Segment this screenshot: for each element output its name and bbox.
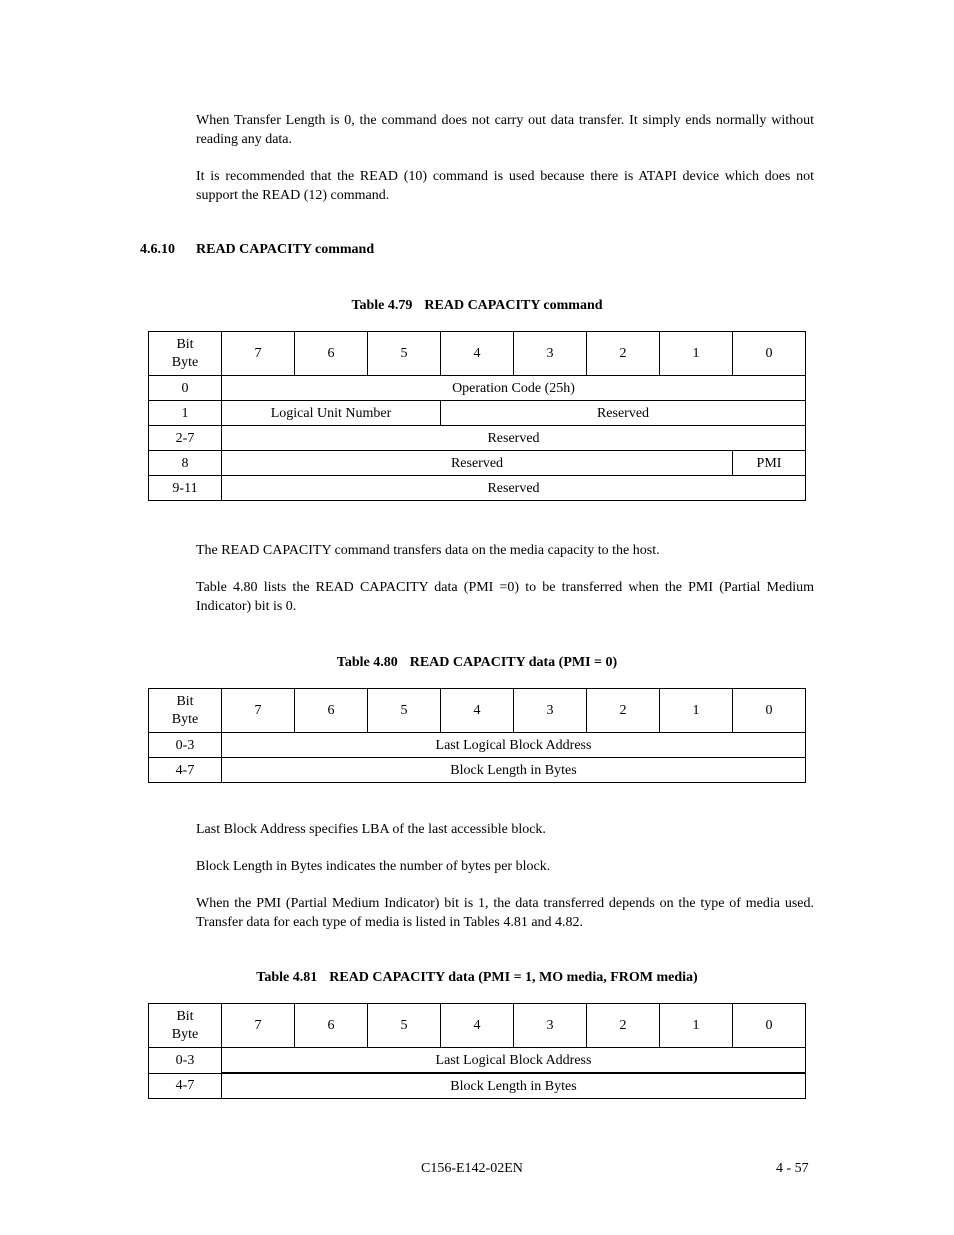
table-header-row: [149, 332, 806, 376]
section-heading: [140, 241, 374, 259]
bit-byte-cell: Bit Byte: [149, 1004, 222, 1048]
field-cell: PMI: [733, 451, 806, 476]
bit-4-header: 4: [441, 332, 514, 376]
section-number: 4.6.10: [140, 242, 175, 257]
byte-cell: 4-7: [149, 758, 222, 783]
bit-6-header: 6: [295, 1004, 368, 1048]
paragraph-read10-recommendation: It is recommended that the READ (10) command is used because there is ATAPI device which does not support the READ (12) command.: [196, 169, 814, 203]
byte-cell: 8: [149, 451, 222, 476]
bit-4-header: 4: [441, 689, 514, 733]
byte-cell: 0-3: [149, 733, 222, 758]
table-title: READ CAPACITY data (PMI = 1, MO media, FROM media): [329, 970, 698, 985]
bit-byte-cell: Bit Byte: [149, 689, 222, 733]
field-cell: Logical Unit Number: [222, 401, 441, 426]
table-row: [149, 376, 806, 401]
bit-7-header: 7: [222, 689, 295, 733]
table-number: Table 4.79: [351, 298, 413, 313]
bit-0-header: 0: [733, 689, 806, 733]
byte-cell: 9-11: [149, 476, 222, 501]
table-caption-4-79: [0, 297, 954, 315]
field-cell: Reserved: [222, 476, 806, 501]
field-cell: Last Logical Block Address: [222, 1048, 806, 1074]
bit-byte-cell: Bit Byte: [149, 332, 222, 376]
paragraph-block-length: Block Length in Bytes indicates the number of bytes per block.: [196, 859, 551, 874]
bit-5-header: 5: [368, 689, 441, 733]
read-capacity-data-pmi0-table: [148, 688, 806, 783]
byte-cell: 0-3: [149, 1048, 222, 1074]
table-header-row: [149, 689, 806, 733]
bit-4-header: 4: [441, 1004, 514, 1048]
table-number: Table 4.81: [256, 970, 318, 985]
table-row: [149, 758, 806, 783]
bit-3-header: 3: [514, 689, 587, 733]
bit-1-header: 1: [660, 689, 733, 733]
table-row: [149, 451, 806, 476]
table-caption-4-81: [0, 969, 954, 987]
table-number: Table 4.80: [336, 655, 398, 670]
byte-cell: 2-7: [149, 426, 222, 451]
bit-5-header: 5: [368, 1004, 441, 1048]
field-cell: Operation Code (25h): [222, 376, 806, 401]
bit-2-header: 2: [587, 689, 660, 733]
bit-2-header: 2: [587, 332, 660, 376]
field-cell: Reserved: [222, 426, 806, 451]
bit-6-header: 6: [295, 689, 368, 733]
table-row: [149, 733, 806, 758]
read-capacity-data-pmi1-table: [148, 1003, 806, 1099]
bit-0-header: 0: [733, 332, 806, 376]
field-cell: Block Length in Bytes: [222, 1073, 806, 1099]
section-title: READ CAPACITY command: [196, 242, 375, 257]
table-row: [149, 426, 806, 451]
bit-7-header: 7: [222, 1004, 295, 1048]
bit-0-header: 0: [733, 1004, 806, 1048]
byte-cell: 4-7: [149, 1073, 222, 1099]
paragraph-read-capacity-description: The READ CAPACITY command transfers data on the media capacity to the host.: [196, 543, 660, 558]
byte-cell: 1: [149, 401, 222, 426]
bit-6-header: 6: [295, 332, 368, 376]
table-title: READ CAPACITY data (PMI = 0): [409, 655, 618, 670]
bit-7-header: 7: [222, 332, 295, 376]
read-capacity-command-table: [148, 331, 806, 501]
bit-5-header: 5: [368, 332, 441, 376]
field-cell: Reserved: [441, 401, 806, 426]
footer-page-number: 4 - 57: [776, 1161, 809, 1176]
bit-2-header: 2: [587, 1004, 660, 1048]
table-row: [149, 476, 806, 501]
paragraph-transfer-length: When Transfer Length is 0, the command does not carry out data transfer. It simply ends normally without reading any data.: [196, 113, 814, 147]
paragraph-table-4-80-intro: Table 4.80 lists the READ CAPACITY data (PMI =0) to be transferred when the PMI (Partial Medium Indicator) bit is 0.: [196, 580, 814, 614]
bit-1-header: 1: [660, 332, 733, 376]
table-row: [149, 1073, 806, 1099]
field-cell: Last Logical Block Address: [222, 733, 806, 758]
bit-3-header: 3: [514, 332, 587, 376]
field-cell: Block Length in Bytes: [222, 758, 806, 783]
paragraph-pmi-1: When the PMI (Partial Medium Indicator) bit is 1, the data transferred depends on the type of media used. Transfer data for each type of media is listed in Tables 4.81 and 4.82.: [196, 896, 814, 930]
bit-3-header: 3: [514, 1004, 587, 1048]
byte-cell: 0: [149, 376, 222, 401]
field-cell: Reserved: [222, 451, 733, 476]
table-row: [149, 401, 806, 426]
table-header-row: [149, 1004, 806, 1048]
footer-doc-id: C156-E142-02EN: [421, 1161, 523, 1176]
table-row: [149, 1048, 806, 1074]
table-caption-4-80: [0, 654, 954, 672]
bit-1-header: 1: [660, 1004, 733, 1048]
paragraph-last-block-address: Last Block Address specifies LBA of the last accessible block.: [196, 822, 546, 837]
table-title: READ CAPACITY command: [424, 298, 603, 313]
